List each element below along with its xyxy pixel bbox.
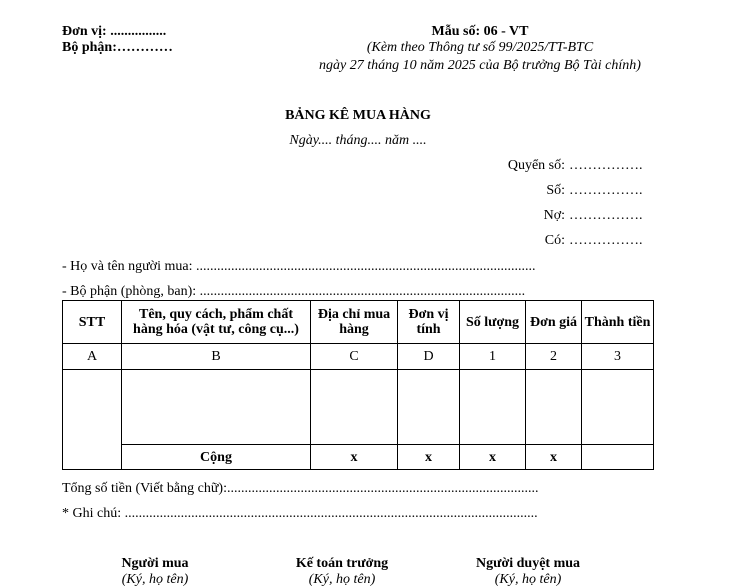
unit-price-cell[interactable] [526,370,582,445]
stt-cell[interactable] [63,370,122,470]
header-unit [398,301,460,344]
voucher-number-label: Số: [546,183,565,198]
signature-approver-hint: (Ký, họ tên) [494,572,562,587]
purchase-table [62,300,654,470]
signature-chief-accountant-hint: (Ký, họ tên) [308,572,376,587]
unit-field: Đơn vị: ................ [62,24,167,39]
address-cell[interactable] [311,370,398,445]
attached-regulation-line2: ngày 27 tháng 10 năm 2025 của Bộ trưởng Bộ Tài chính) [319,58,641,73]
header-unit-price: Đơn giá [526,301,582,344]
code-1: 1 [460,344,526,370]
department-field: Bộ phận:………… [62,40,173,55]
total-address: x [311,445,398,470]
debit-value: ……………. [569,208,643,223]
header-quantity: Số lượng [460,301,526,344]
book-number-label: Quyển số: [507,158,565,173]
header-item-name [122,301,311,344]
form-number: Mẫu số: 06 - VT [431,24,529,39]
table-row [63,370,654,445]
header-address-line1: Địa chỉ mua [317,307,391,322]
code-b: B [122,344,311,370]
voucher-number-value: ……………. [569,183,643,198]
signature-chief-accountant-role: Kế toán trưởng [295,556,389,571]
attached-regulation-line1: (Kèm theo Thông tư số 99/2025/TT-BTC [366,40,594,55]
date-line: Ngày.... tháng.... năm .... [289,133,427,148]
header-item-name-line2: hàng hóa (vật tư, công cụ...) [133,322,299,337]
signature-approver-role: Người duyệt mua [475,556,581,571]
total-unit-price: x [526,445,582,470]
amount-cell[interactable] [582,370,654,445]
document-title: BẢNG KÊ MUA HÀNG [285,108,431,123]
credit-label: Có: [544,233,565,248]
total-unit: x [398,445,460,470]
signature-buyer-role: Người mua [121,556,189,571]
book-number-value: ……………. [569,158,643,173]
code-c: C [311,344,398,370]
total-quantity: x [460,445,526,470]
code-3: 3 [582,344,654,370]
note-field: * Ghi chú: ...................................................................................................................... [62,506,538,521]
header-address [311,301,398,344]
header-amount: Thành tiền [582,301,654,344]
quantity-cell[interactable] [460,370,526,445]
code-a: A [63,344,122,370]
table-total-row [63,445,654,470]
signature-buyer-hint: (Ký, họ tên) [121,572,189,587]
credit-value: ……………. [569,233,643,248]
total-label: Cộng [122,445,311,470]
code-2: 2 [526,344,582,370]
table-header-row [63,301,654,344]
header-unit-line1: Đơn vị [408,307,449,322]
header-item-name-line1: Tên, quy cách, phẩm chất [138,307,294,322]
buyer-department-field: - Bộ phận (phòng, ban): ............................................................................................. [62,284,526,299]
table-code-row [63,344,654,370]
header-unit-line2: tính [416,322,441,337]
total-in-words-field: Tổng số tiền (Viết bằng chữ):......................................................................................... [62,481,539,496]
item-name-cell[interactable] [122,370,311,445]
debit-label: Nợ: [543,208,565,223]
unit-cell[interactable] [398,370,460,445]
code-d: D [398,344,460,370]
header-stt: STT [63,301,122,344]
header-address-line2: hàng [339,322,369,337]
total-amount[interactable] [582,445,654,470]
buyer-name-field: - Họ và tên người mua: ................................................................................................. [62,259,536,274]
